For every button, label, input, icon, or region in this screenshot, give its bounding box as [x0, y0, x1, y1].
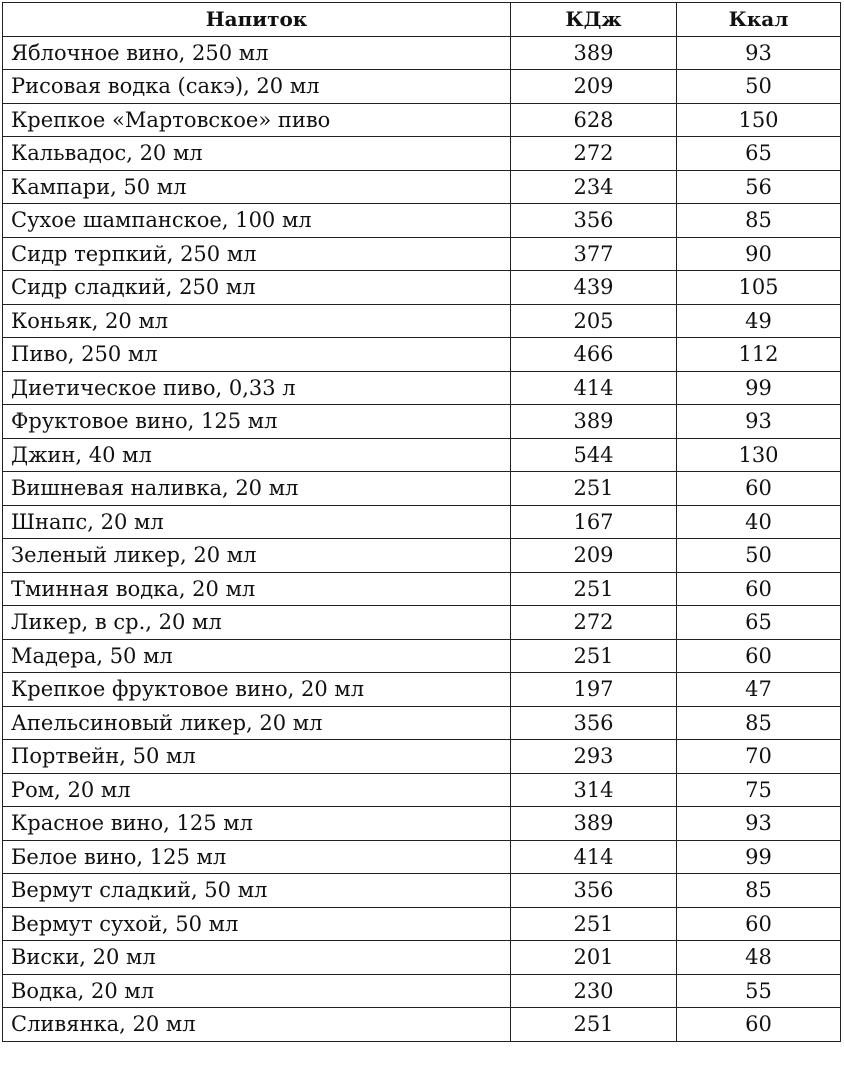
kcal-cell: 90: [677, 237, 841, 271]
table-row: [3, 874, 841, 908]
table-row: [3, 840, 841, 874]
drink-name-cell: Апельсиновый ликер, 20 мл: [3, 706, 511, 740]
kcal-cell: 85: [677, 874, 841, 908]
drink-name-cell: Вермут сладкий, 50 мл: [3, 874, 511, 908]
kj-cell: 272: [511, 606, 677, 640]
table-row: [3, 706, 841, 740]
kcal-cell: 60: [677, 1008, 841, 1042]
kj-cell: 356: [511, 874, 677, 908]
kcal-cell: 112: [677, 338, 841, 372]
table-row: [3, 371, 841, 405]
drink-name-cell: Кампари, 50 мл: [3, 170, 511, 204]
drink-name-cell: Белое вино, 125 мл: [3, 840, 511, 874]
table-row: [3, 941, 841, 975]
table-row: [3, 36, 841, 70]
kj-cell: 205: [511, 304, 677, 338]
kj-cell: 167: [511, 505, 677, 539]
kj-cell: 197: [511, 673, 677, 707]
kj-cell: 414: [511, 371, 677, 405]
kj-cell: 356: [511, 204, 677, 238]
table-row: [3, 539, 841, 573]
kcal-cell: 40: [677, 505, 841, 539]
kcal-cell: 65: [677, 606, 841, 640]
kcal-cell: 85: [677, 706, 841, 740]
table-row: [3, 639, 841, 673]
table-row: [3, 438, 841, 472]
kcal-cell: 130: [677, 438, 841, 472]
drink-name-cell: Ром, 20 мл: [3, 773, 511, 807]
kcal-cell: 150: [677, 103, 841, 137]
table-row: [3, 505, 841, 539]
kcal-cell: 55: [677, 974, 841, 1008]
table-row: [3, 673, 841, 707]
drink-name-cell: Фруктовое вино, 125 мл: [3, 405, 511, 439]
table-row: [3, 204, 841, 238]
kcal-cell: 65: [677, 137, 841, 171]
kj-cell: 466: [511, 338, 677, 372]
table-row: [3, 472, 841, 506]
drink-name-cell: Джин, 40 мл: [3, 438, 511, 472]
kj-cell: 389: [511, 807, 677, 841]
drink-name-cell: Зеленый ликер, 20 мл: [3, 539, 511, 573]
table-row: [3, 1008, 841, 1042]
drink-name-cell: Диетическое пиво, 0,33 л: [3, 371, 511, 405]
kj-cell: 251: [511, 572, 677, 606]
kj-cell: 389: [511, 36, 677, 70]
header-kj: КДж: [511, 3, 677, 37]
kj-cell: 209: [511, 539, 677, 573]
drink-name-cell: Крепкое фруктовое вино, 20 мл: [3, 673, 511, 707]
kj-cell: 251: [511, 1008, 677, 1042]
table-row: [3, 304, 841, 338]
kj-cell: 439: [511, 271, 677, 305]
kcal-cell: 60: [677, 472, 841, 506]
table-row: [3, 740, 841, 774]
table-row: [3, 606, 841, 640]
drink-name-cell: Тминная водка, 20 мл: [3, 572, 511, 606]
kj-cell: 209: [511, 70, 677, 104]
kcal-cell: 93: [677, 807, 841, 841]
kj-cell: 234: [511, 170, 677, 204]
drink-name-cell: Коньяк, 20 мл: [3, 304, 511, 338]
drink-name-cell: Портвейн, 50 мл: [3, 740, 511, 774]
drink-name-cell: Крепкое «Мартовское» пиво: [3, 103, 511, 137]
drink-name-cell: Пиво, 250 мл: [3, 338, 511, 372]
kcal-cell: 85: [677, 204, 841, 238]
table-row: [3, 170, 841, 204]
kcal-cell: 56: [677, 170, 841, 204]
drink-name-cell: Сидр терпкий, 250 мл: [3, 237, 511, 271]
kj-cell: 293: [511, 740, 677, 774]
table-row: [3, 103, 841, 137]
kj-cell: 544: [511, 438, 677, 472]
table-row: [3, 70, 841, 104]
drink-name-cell: Ликер, в ср., 20 мл: [3, 606, 511, 640]
kcal-cell: 60: [677, 907, 841, 941]
calorie-table: [2, 2, 841, 1042]
kj-cell: 314: [511, 773, 677, 807]
kcal-cell: 75: [677, 773, 841, 807]
header-kcal: Ккал: [677, 3, 841, 37]
kcal-cell: 105: [677, 271, 841, 305]
drink-name-cell: Мадера, 50 мл: [3, 639, 511, 673]
kj-cell: 201: [511, 941, 677, 975]
header-drink: Напиток: [3, 3, 511, 37]
kj-cell: 272: [511, 137, 677, 171]
drink-name-cell: Вишневая наливка, 20 мл: [3, 472, 511, 506]
kcal-cell: 48: [677, 941, 841, 975]
kj-cell: 356: [511, 706, 677, 740]
table-row: [3, 405, 841, 439]
drink-name-cell: Яблочное вино, 250 мл: [3, 36, 511, 70]
table-row: [3, 773, 841, 807]
kcal-cell: 49: [677, 304, 841, 338]
kj-cell: 251: [511, 907, 677, 941]
kj-cell: 389: [511, 405, 677, 439]
drink-name-cell: Сливянка, 20 мл: [3, 1008, 511, 1042]
table-row: [3, 807, 841, 841]
drink-name-cell: Вермут сухой, 50 мл: [3, 907, 511, 941]
table-row: [3, 974, 841, 1008]
kj-cell: 251: [511, 472, 677, 506]
table-row: [3, 572, 841, 606]
kcal-cell: 60: [677, 572, 841, 606]
kj-cell: 230: [511, 974, 677, 1008]
kcal-cell: 99: [677, 371, 841, 405]
drink-name-cell: Красное вино, 125 мл: [3, 807, 511, 841]
drink-name-cell: Сухое шампанское, 100 мл: [3, 204, 511, 238]
drink-name-cell: Водка, 20 мл: [3, 974, 511, 1008]
table-row: [3, 237, 841, 271]
kj-cell: 628: [511, 103, 677, 137]
drink-name-cell: Шнапс, 20 мл: [3, 505, 511, 539]
kcal-cell: 50: [677, 539, 841, 573]
table-row: [3, 338, 841, 372]
drink-name-cell: Кальвадос, 20 мл: [3, 137, 511, 171]
table-body: [3, 36, 841, 1041]
kcal-cell: 60: [677, 639, 841, 673]
drink-name-cell: Сидр сладкий, 250 мл: [3, 271, 511, 305]
kcal-cell: 99: [677, 840, 841, 874]
kj-cell: 377: [511, 237, 677, 271]
drink-name-cell: Виски, 20 мл: [3, 941, 511, 975]
table-row: [3, 137, 841, 171]
header-row: [3, 3, 841, 37]
kj-cell: 251: [511, 639, 677, 673]
kcal-cell: 93: [677, 36, 841, 70]
kcal-cell: 70: [677, 740, 841, 774]
kcal-cell: 47: [677, 673, 841, 707]
table-row: [3, 271, 841, 305]
kj-cell: 414: [511, 840, 677, 874]
drink-name-cell: Рисовая водка (сакэ), 20 мл: [3, 70, 511, 104]
kcal-cell: 93: [677, 405, 841, 439]
table-header: [3, 3, 841, 37]
kcal-cell: 50: [677, 70, 841, 104]
table-row: [3, 907, 841, 941]
